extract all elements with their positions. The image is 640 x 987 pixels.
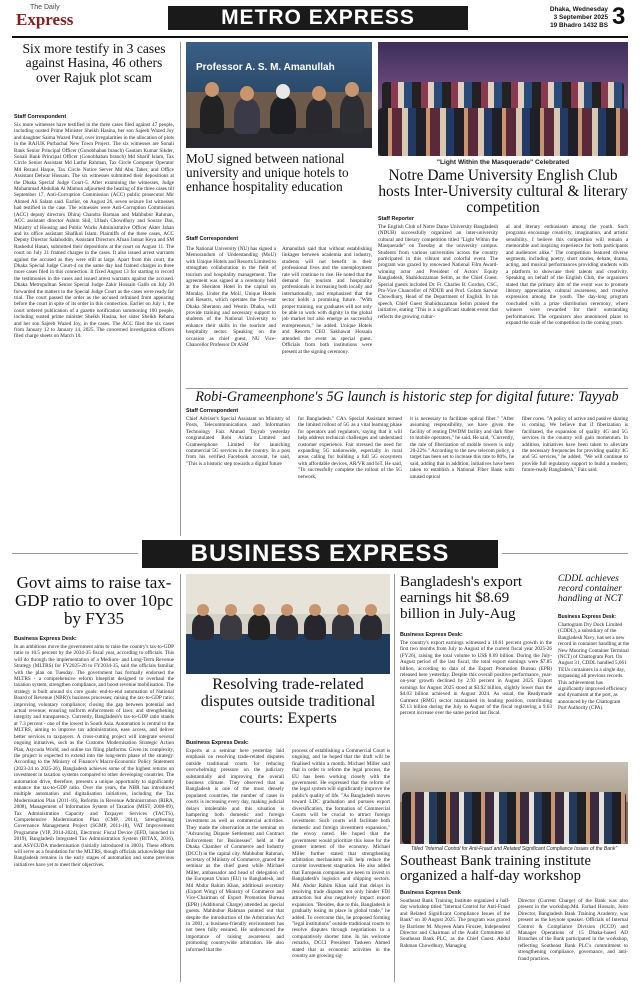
seminar-person-head — [365, 604, 377, 616]
byline-cddl: Business Express Desk: — [558, 614, 617, 620]
seminar-table — [186, 634, 390, 674]
seminar-person — [304, 614, 326, 640]
byline-notre-dame: Staff Reporter — [378, 216, 414, 222]
article-robi — [186, 390, 628, 536]
dateline — [480, 6, 608, 30]
seminar-person-head — [253, 604, 265, 616]
headline-hasina[interactable]: Six more testify in 3 cases against Hasina, 46 others over Rajuk plot scam — [22, 41, 166, 85]
byline-robi: Staff Correspondent — [186, 407, 239, 414]
photo-mou-signing — [186, 42, 372, 148]
dateline-bangla: 19 Bhadro 1432 BS — [550, 22, 608, 29]
body-robi-col2: for Bangladesh." CA's Special Assistant termed the limited rollout of 5G as a vital learning phase for operators and regulators, saying that it will help address technical challenges and understand customer experience. Fair stressed the need for expanding 5G nationwide, especially in rural areas calling for building a full 5G ecosystem with affordable devices, AR/VR and IoT. He said, "To successfully complete the rollout of the 5G network, — [298, 416, 402, 480]
seminar-person — [248, 614, 270, 640]
body-southeast-col2: Director (Current Charge) of the Bank was also present in the workshop.Md. Farhad Hossain, Joint Director, Bangladesh Bank Training Academy, was present as the keynote speaker. Officials of Internal Control & Compliance Division (ICCD) and Manager Operations of 15 Dhaka-based AD Branches of the Bank participated in the workshop, reflecting Southeast Bank PLC's commitment to strengthening compliance, governance, and anti-fraud practices. — [518, 898, 628, 962]
body-robi-col3: it is necessary to facilitate optical fiber." "After assuming responsibility, we have given the facility of renting DWDM facility and dark fiber to mobile operators," he said. He said, "Currently, the rate of fiberization of mobile towers is only 20-22%." According to the new telecom policy, a target has been set to increase this rate to 80%, he said, adding that in addition, initiatives have been taken to establish a National Fiber Bank with unused optical — [410, 416, 514, 480]
person-1-head — [205, 82, 219, 97]
paper-logo-small: The Daily — [30, 4, 60, 11]
article-hasina — [14, 42, 174, 534]
body-mou-col2: Amanullah said that without establishing linkages between academia and industry, students will not benefit in their professional lives and the unemployment rate will continue to rise. He noted that the demand for tourism and hospitality professionals is increasing both locally and internationally, and emphasized that the sector holds a promising future. "With proper training, our graduates will not only be able to work with dignity in the global job market but also emerge as successful entrepreneurs," he added. Unique Hotels and Resorts CEO Sakhawat Hossain attended the event as special guest. Officials from both institutions were present at the signing ceremony. — [282, 246, 372, 355]
person-1 — [200, 94, 224, 134]
person-3 — [270, 96, 296, 134]
section-banner-metro: METRO EXPRESS — [168, 6, 468, 30]
body-disputes-col2: process of establishing a Commercial Court is ongoing, and he hoped that the draft will be finalised within a month. Michael Miller said that in order to reform the legal process, the EU has been working closely with the government. He expressed that the reform of the legal system will significantly improve the public's quality of life. "As Bangladesh moves toward LDC graduation and pursues export diversification, the formation of Commercial Courts will be crucial to attract foreign investment. Such courts will facilitate both domestic and foreign investment expansion," the envoy noted. He hoped that the government would prioritize this issue for the greater interest of the economy. Michael Miller further stated that strengthening arbitration mechanisms will help reduce the current investment stagnation. He also added that European companies are keen to invest in Bangladesh's logistics and shipping sectors. Md. Abdur Rahim Khan said that delays in resolving trade disputes not only hinder FDI attraction but also negatively impact export expansion. "Besides, due to this, Bangladesh is gradually losing its place in global trade," he added. To overcome this, he proposed forming "legal institutions" outside traditional courts to resolve disputes through negotiations in a comparatively shorter time. In his welcome remarks, DCCI President Taskeen Ahmed stated that as economic activities in the country are growing sig- — [292, 748, 390, 959]
body-disputes-col1: Experts at a seminar here yesterday laid emphasis on resolving trade-related disputes outside traditional courts for reducing overwhelming pressure on the judiciary substantially and improving the overall business climate. They observed that as Bangladesh is one of the most densely populated countries, the number of cases in courts is increasing every day, making judicial delays intolerable and this situation is hampering both domestic and foreign investment as well as commercial activities. They made the observation at the seminar on "Advancing Dispute Settlement and Contract Enforcement for Businesses" held at the Dhaka Chamber of Commerce and Industry (DCCI) in the capital city. Mabbubur Rahman, secretary of Ministry of Commerce, graced the seminar as the chief guest while Michael Miller, ambassador and head of delegation of the European Union (EU) to Bangladesh, and Md Abdur Rahim Khan, additional secretary (Export Wing) of Ministry of Commerce and Vice-Chairman of Export Promotion Bureau (EPB) (Additional Charge) attended as special guests. Mahbubur Rahman pointed out that despite the introduction of the Arbitration Act in 2001, a business-friendly environment has not been fully ensured. He underscored the importance of raising awareness and promoting countrywide arbitration. He also informed that the — [186, 748, 284, 953]
headline-export[interactable]: Bangladesh's export earnings hit $8.69 billion in July-Aug — [400, 573, 523, 622]
divider — [394, 574, 395, 982]
person-2 — [234, 98, 260, 134]
divider — [180, 42, 181, 536]
article-tax — [14, 574, 174, 982]
byline-hasina: Staff Correspondent — [14, 114, 67, 120]
headline-southeast[interactable]: Southeast Bank training institute organized a half-day workshop — [400, 853, 591, 885]
byline-mou: Staff Correspondent — [186, 236, 239, 242]
person-5 — [340, 94, 364, 134]
divider — [180, 574, 181, 982]
paper-logo-big: Express — [16, 10, 74, 29]
person-2-head — [240, 86, 254, 101]
article-export — [400, 574, 552, 760]
dateline-date: 3 September 2025 — [553, 14, 608, 21]
article-southeast — [400, 854, 628, 982]
page-number: 3 — [612, 3, 626, 30]
byline-tax: Business Express Desk: — [14, 636, 77, 642]
body-robi-col4: fiber cores. "A policy of active and passive sharing is coming. We believe that if fiberization is facilitated, the expansion of quality 4G and 5G services in the country will gain momentum. In addition, initiatives have been taken to alleviate the necessary frequencies for providing quality 4G and 5G services," he added. "We will continue to provide full regulatory support to build a modern, future-ready Bangladesh," Faiz said. — [522, 416, 628, 474]
body-hasina: Six more witnesses have testified in the three cases filed against 47 people, including ousted Prime Minister Sheikh Hasina, her son Sajeeb Wazed Joy and daughter Saima Wazed Putul, over irregularities in the allocation of plots in the RAJUK Purbachal New Town Project. The six witnesses are Sonali Bank Senior Principal Officer (Gonobhaban branch) Gautam Kumar Sikder, Sonali Bank Principal Officer (Gonobhaban branch) Md Sharif Islam, Tax Circle Senior Assistant Md Lutfur Rahman, Tax Circle Computer Operator Md Rezaul Haque, Tax Circle Notice Server Md Abu Taher, and Office Assistant Delwar Hossain. The six witnesses submitted their depositions at the Dhaka Special Judge Court-5. After examining the witnesses, Judge Mohammad Abdullah Al Mamun adjourned the hearing of the three cases till September 17, Anti-Corruption Commission (ACC) public prosecutor Mir Ahmed Ali Salam said. Earlier, on August 26, seven seizure list witnesses had testified in the case. The witnesses were Anti-Corruption Commission (ACC) deputy directors Dhiraj Chandra Barman and Mahbubur Rahman, ACC assistant director Ashim Shil, Ullash Chowdhury and Sourav Das, Ministry of Housing and Public Works Administrative Officer Akter Jahan and its office assistant Shafikul Islam. Plaintiffs of the three cases, ACC Deputy Director Salahuddin, Assistant Directors Afnan Jannat Keya and SM Rashedul Hasan, submitted their depositions at the court on August 11. The court on July 31 framed charges in the cases. It also issued arrest warrants against the accused as they were still at large. Apart from this court, the Dhaka Special Judge Court-4 on the same day had framed charges in three more cases filed in this connection. It fixed August 13 for starting to record the testimonies in the cases and issued arrest warrants against the accused. Dhaka Metropolitan Senior Special Judge Zakir Hossain Galib on July 20 forwarded the matters to the Special Judge Court as the cases were ready for trial. The court passed the order as the accused refrained from appearing before the court in spite of its order in this connection. Earlier on July 1, the court ordered publication of a gazette notification summoning 100 people, including ousted prime minister Sheikh Hasina, her sister Sheikh Rehana and her son Sajeeb Wazed Joy, in the cases. The ACC filed the six cases from January 12 to January 14, 2025. The concerned investigation officers filed charge sheets on March 10. — [14, 122, 174, 340]
photo-southeast-workshop — [400, 762, 628, 844]
dateline-city: Dhaka, Wednesday — [549, 6, 608, 13]
seminar-person — [220, 614, 242, 640]
headline-cddl[interactable]: CDDL achieves record container handling at NCT — [558, 573, 623, 605]
article-notre-dame — [378, 168, 628, 386]
group-row-front — [378, 108, 628, 156]
section-banner-business: BUSINESS EXPRESS — [142, 540, 498, 568]
body-notre-dame-col2: al and literary enthusiasm among the youth. Such programs encourage creativity, imagination, and artistic sensibility. I believe this competition will remain a memorable and inspiring experience for both participants and audiences alike." The competition featured diverse segments, including poetry, short stories, debate, drama, acting, and musical performances providing students with a platform to showcase their talents and creativity. Speaking on behalf of the English Club, the organizers stated that the primary aim of the event was to promote literary appreciation, cultural awareness, and creative expression among the youth. The day-long program concluded with a prize distribution ceremony, where winners were rewarded for their outstanding performances. The organizers also announced plans to expand the scale of the competition in the coming years. — [506, 224, 628, 327]
divider — [12, 553, 138, 554]
seminar-person-head — [197, 604, 209, 616]
headline-disputes[interactable]: Resolving trade-related disputes outside traditional courts: Experts — [200, 675, 376, 727]
seminar-person — [332, 614, 354, 640]
body-export: The country's export earnings witnessed a 10.61 percent growth in the first two months from July to August of the current fiscal year 2025-26 (FY26), raising the total volume to US$ 8.69 billion. During the July-August period of the last fiscal, the total export earnings were $7.85 billion, according to data of the Export Promotion Bureau (EPB) released here yesterday. Despite this overall positive performance, year-on-year growth declined by 2.93 percent in August 2025. Export earnings for August 2025 stood at $3.92 billion, slightly lower than the $4.03 billion achieved in August 2024. As usual, the Readymade Garment (RMG) sector maintained its leading position, contributing $7.13 billion during the July to August of the fiscal registering a 9.63 percent increase over the same period last fiscal. — [400, 640, 552, 717]
byline-southeast: Business Express Desk — [400, 890, 461, 896]
article-cddl — [558, 574, 630, 760]
photo-notre-dame-group — [378, 42, 628, 156]
caption-notre-dame: "Light Within the Masquerade" Celebrated — [436, 159, 570, 166]
headline-robi[interactable]: Robi-Grameenphone's 5G launch is historic step for digital future: Tayyab — [195, 389, 619, 405]
masthead — [0, 0, 640, 38]
headline-mou[interactable]: MoU signed between national university and unique hotels to enhance hospitality education — [186, 151, 349, 194]
seminar-person — [192, 614, 214, 640]
body-cddl: Chattogram Dry Dock Limited (CDDL), a subsidiary of the Bangladesh Navy, has set a new record in container handling at the New Mooring Container Terminal (NCT) of Chattogram Port. On August 31, CDDL handled 5,061 TEUs containers in a single day, surpassing all previous records. This achievement has significantly improved efficiency and dynamism at the port, as announced by the Chattogram Port Authority (CPA). — [558, 622, 630, 712]
workshop-group — [402, 792, 626, 844]
body-notre-dame-col1: The English Club of Notre Dame University Bangladesh (NDUB) successfully organized an inter-university cultural and literary competition titled "Light Within the Masquerade" on Tuesday at the university campus. Students from various universities across the country participated in this vibrant and colorful event. The program was graced by renowned National Film Award-winning actor and President of Actors' Equity Bangladesh, Shahiduzzaman Selim, as the Chief Guest. Special guests included Dr. Fr. Charles B. Gordon, CSC, Pro-Vice Chancellor of NDUB and Prof. Golam Sarwar Chowdhury, Head of the Department of English. In his speech, Chief Guest Shahiduzzaman Selim praised the initiative, stating "This is a significant student event that reflects the growing cultur- — [378, 224, 498, 320]
body-robi-col1: Chief Adviser's Special Assistant on Ministry of Posts, Telecommunications and Information Technology Faiz Ahmad Tayyab yesterday congratulated Robi Axiata Limited and Grameenphone Limited for launching commercial 5G services in the country. In a post from his verified Facebook account, he said, "This is a historic step towards a digital future — [186, 416, 290, 467]
seminar-person — [360, 614, 382, 640]
headline-tax[interactable]: Govt aims to raise tax-GDP ratio to over 10pc by FY35 — [14, 573, 173, 628]
seminar-person-head — [281, 604, 293, 616]
body-tax: In an ambitious move the government aims to raise the country's tax-to-GDP ratio to 10.5 percent by the 2034-35 fiscal year, according to officials. This will do through the implementation of a Medium- and Long-Term Revenue Strategy (MLTRS) for FY2025-26 to FY2034-35, said the officials familiar with the plan on Tuesday. The government has formally endorsed the MLTRS - a comprehensive reform blueprint designed to overhaul the taxation system, strengthen compliance, and boost revenue mobilisation. The strategy is built around six core goals: end-to-end automation of National Board of Revenue (NBR)'s business processes; raising the tax-to-GDP ratio; improving voluntary compliance; closing the gap between potential and actual revenue; ensuring uniform enforcement of laws; and strengthening integrity and transparency. Currently, Bangladesh's tax-to-GDP ratio stands at 7.3 percent - one of the lowest in South Asia. Automation is central to the MLTRS, aiming to improve tax administration, ease access, and deliver better services to taxpayers. A cross-cutting project will integrate several ongoing initiatives, such as the Customs Modernisation Strategic Action Plan, Asycuda World, and online tax filing platforms. Given its complexity, the project is expected to extend into the long-term phase of the strategy. According to the Ministry of Finance's Macro-Economic Policy Statement (2023-24 to 2025-26), Bangladesh achieves some of the highest returns on investment in taxation systems compared to other developing countries. The automation drive, therefore, presents a unique opportunity to significantly enhance the tax-to-GDP ratio. Over the years, the NBR has introduced multiple automation and digitalisation initiatives, including the Tax Modernisation Plan (2011-16), Reforms in Revenue Administration (RIRA, 2008), Management of Information System of Taxation (MIST, 2008-09), Tax Administration Capacity and Taxpayer Services (TACTS), Comprehensive Modernisation Plan (CMP, 2011), Strengthening Governance Management Project (SGMP, 2011-18), VAT Improvement Programme (VIP, 2014-2024), Electronic Fiscal Device (EFD, launched in 2019), Bangladesh Integrated Tax Administration System (BITAX, 2016), and ASYCUDA modernisation (initially introduced in 2003). These efforts will serve as a foundation for the MLTRS, though officials acknowledge that Bangladesh remains in the early stages of automation and some previous initiatives have yet to meet their objectives. — [14, 644, 174, 868]
byline-disputes: Business Express Desk: — [186, 740, 249, 746]
divider — [502, 553, 628, 554]
masthead-rule — [12, 36, 628, 38]
caption-southeast: Titled "Internal Control for Anti-Fraud and Related Significant Compliance Issues of the Bank" — [410, 846, 618, 852]
stage-banner-text: Professor A. S. M. Amanullah — [196, 62, 335, 73]
person-4-head — [312, 86, 326, 101]
article-mou — [186, 152, 372, 384]
body-southeast-col1: Southeast Bank Training Institute organized a half-day workshop titled "Internal Control for Anti-Fraud and Related Significant Compliance Issues of the Bank" on 30 August 2025. The program was graced by Barrister M. Moyeen Alam Firozee, Independent Director and Chairman of the Audit Committee of Southeast Bank PLC, as the Chief Guest. Abdul Rahman Chowdhury, Managing — [400, 898, 510, 949]
body-mou-col1: The National University (NU) has signed a Memorandum of Understanding (MoU) with Unique Hotels and Resorts Limited to strengthen collaboration in the field of tourism and hospitality management. The agreement was signed at a ceremony held at the Sheraton Hotel in the capital on Monday. Under the MoU, Unique Hotels and Resorts, which operates the five-star Dhaka Sheraton and Westin Dhaka, will provide training and necessary support to students of the National University to enhance their skills in the tourism and hospitality sector. Speaking on the occasion as chief guest, NU Vice-Chancellor Professor Dr ASM — [186, 246, 276, 349]
person-5-head — [345, 82, 359, 97]
seminar-person-head — [225, 604, 237, 616]
article-disputes — [186, 676, 390, 982]
seminar-person-head — [309, 604, 321, 616]
photo-dcci-seminar — [186, 574, 390, 674]
headline-notre-dame[interactable]: Notre Dame University English Club hosts Inter-University cultural & literary competition — [378, 167, 628, 217]
seminar-person-head — [337, 604, 349, 616]
person-3-head — [276, 84, 290, 99]
byline-export: Business Express Desk: — [400, 632, 463, 638]
seminar-person — [276, 614, 298, 640]
paper-logo[interactable] — [16, 4, 76, 32]
person-4 — [306, 98, 332, 134]
